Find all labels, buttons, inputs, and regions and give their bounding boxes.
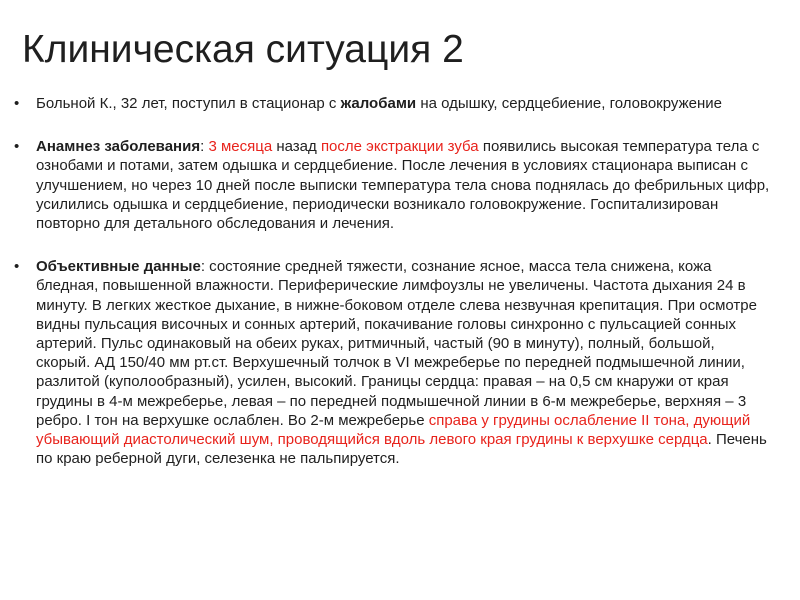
text-segment: назад: [272, 138, 321, 156]
text-segment: : состояние средней тяжести, сознание ясное, масса тела снижена, кожа бледная, повышенной влажности. Периферические лимфоузлы не увеличены. Частота дыхания 24 в минуту. В легких жесткое дыхание, в нижне-боковом отделе слева незвучная крепитация. При осмотре видны пульсация височных и сонных артерий, покачивание головы синхронно с пульсацией сонных артерий. Пульс одинаковый на обеих руках, ритмичный, частый (90 в минуту), полный, большой, скорый. АД 150/40 мм рт.ст. Верхушечный толчок в VI межреберье по передней подмышечной линии, разлитой (куполообразный), усилен, высокий. Границы сердца: правая – на 0,5 см кнаружи от края грудины в 4-м межреберье, левая – по передней подмышечной линии в 6-м межреберье, верхняя – 3 ребро. I тон на верхушке ослаблен. Во 2-м межреберье: [36, 258, 757, 429]
objective-data-label: Объективные данные: [36, 258, 201, 276]
bullet-complaints: [10, 94, 770, 113]
bullet-marker: •: [14, 258, 20, 276]
text-segment: Больной К., 32 лет, поступил в стационар с: [36, 95, 341, 112]
bullet-anamnesis: [10, 137, 770, 233]
text-segment: на одышку, сердцебиение, головокружение: [416, 95, 722, 112]
bullet-marker: •: [14, 138, 20, 156]
text-segment: . Печень по краю реберной дуги, селезенка не пальпируется.: [36, 431, 767, 468]
highlight-tooth-extraction: после экстракции зуба: [320, 138, 479, 156]
text-segment: появились высокая температура тела с ознобами и потами, затем одышка и сердцебиение. После лечения в условиях стационара выписан с улучшением, но через 10 дней после выписки температура тела снова поднялась до фебрильных цифр, усилились одышка и сердцебиение, периодически возникало головокружение. Госпитализирован повторно для детального обследования и лечения.: [36, 138, 770, 233]
bullet-marker: •: [14, 95, 20, 112]
highlight-murmur: справа у грудины ослабление II тона, дующий убывающий диастолический шум, проводящийся вдоль левого края грудины к верхушке сердца: [36, 411, 751, 449]
text-segment: :: [200, 138, 209, 156]
slide-title: Клиническая ситуация 2: [22, 28, 464, 71]
bullet-list: [10, 94, 770, 468]
highlight-duration: 3 месяца: [208, 138, 273, 156]
bullet-objective-data: [10, 257, 770, 468]
complaints-label: жалобами: [340, 95, 417, 112]
anamnesis-label: Анамнез заболевания: [36, 138, 201, 156]
